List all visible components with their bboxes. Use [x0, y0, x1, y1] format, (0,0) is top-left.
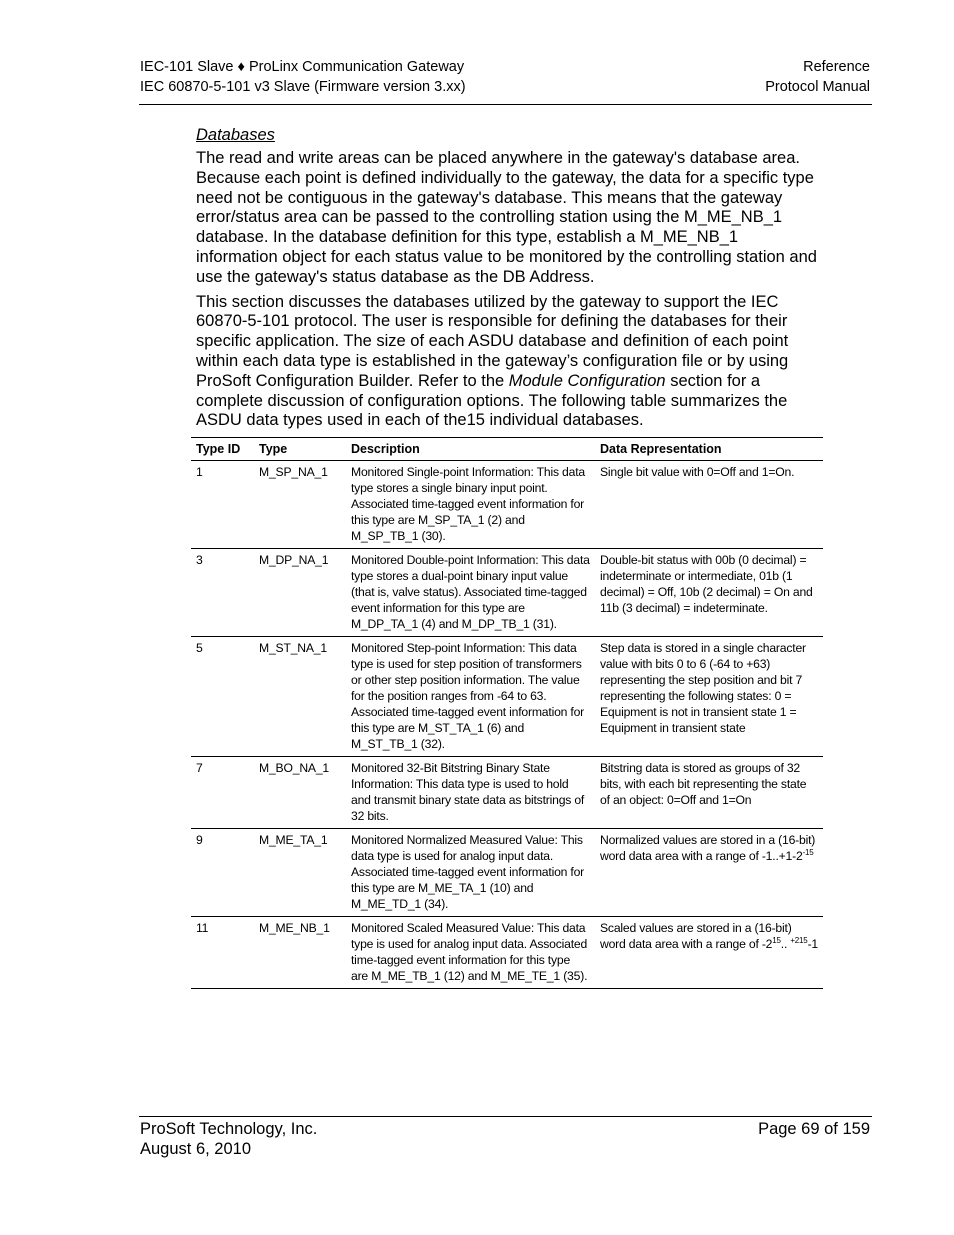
- table-header-row: [191, 438, 823, 461]
- cell-type: M_ST_NA_1: [254, 637, 346, 757]
- cell-type-id: 9: [191, 829, 254, 917]
- cell-data-representation: [595, 917, 823, 989]
- cell-description: Monitored Double-point Information: This data type stores a dual-point binary input value (that is, valve status). Associated time-tagged event information for this type are M_DP_TA_1 (4) and M_DP_TB_1 (31).: [346, 549, 595, 637]
- asdu-data-types-table: [191, 437, 823, 989]
- cell-description: Monitored Normalized Measured Value: This data type is used for analog input data. Associated time-tagged event information for this type are M_ME_TA_1 (10) and M_ME_TD_1 (34).: [346, 829, 595, 917]
- main-content: [196, 124, 823, 989]
- cell-type: M_SP_NA_1: [254, 461, 346, 549]
- header-reference: Reference: [803, 59, 870, 75]
- representation-text: Scaled values are stored in a (16-bit) word data area with a range of -2: [600, 921, 792, 952]
- col-header-type: Type: [254, 438, 346, 461]
- header-rule: [139, 104, 872, 105]
- cell-data-representation: Bitstring data is stored as groups of 32 bits, with each bit representing the state of an object: 0=Off and 1=On: [595, 757, 823, 829]
- cell-description: Monitored Single-point Information: This data type stores a single binary input point. Associated time-tagged event information for this type are M_SP_TA_1 (2) and M_SP_TB_1 (30).: [346, 461, 595, 549]
- cell-type: M_ME_TA_1: [254, 829, 346, 917]
- exponent: +215: [790, 936, 808, 946]
- exponent: -15: [802, 848, 814, 858]
- cell-data-representation: [595, 829, 823, 917]
- cell-type-id: 1: [191, 461, 254, 549]
- representation-text: Normalized values are stored in a (16-bit) word data area with a range of -1..+1-2: [600, 833, 816, 864]
- cell-data-representation: Step data is stored in a single character value with bits 0 to 6 (-64 to +63) representing the step position and bit 7 representing the following states: 0 = Equipment is not in transient state 1 = Equipment in transient state: [595, 637, 823, 757]
- paragraph-text: section for a complete discussion of configuration options. The following table summarizes the ASDU data types used in each of the15 individual databases.: [196, 371, 788, 430]
- exponent: 15: [772, 936, 781, 946]
- section-title: Databases: [196, 126, 275, 144]
- page-number: Page 69 of 159: [758, 1120, 870, 1138]
- footer-rule: [139, 1116, 872, 1117]
- cell-type-id: 5: [191, 637, 254, 757]
- cell-description: Monitored 32-Bit Bitstring Binary State Information: This data type is used to hold and transmit binary state data as bitstrings of 32 bits.: [346, 757, 595, 829]
- paragraph-text: This section discusses the databases utilized by the gateway to support the IEC 60870-5-101 protocol. The user is responsible for defining the databases for their specific application. The size of each ASDU database and definition of each point within each data type is established in the gateway’s configuration file or by using ProSoft Configuration Builder. Refer to the: [196, 292, 789, 390]
- page-footer-left: [140, 1119, 317, 1159]
- cell-data-representation: Single bit value with 0=Off and 1=On.: [595, 461, 823, 549]
- table-row: [191, 549, 823, 637]
- header-firmware-line: IEC 60870-5-101 v3 Slave (Firmware version 3.xx): [140, 79, 466, 95]
- cell-type: M_DP_NA_1: [254, 549, 346, 637]
- paragraph-database-overview: [196, 293, 823, 432]
- cell-type: M_ME_NB_1: [254, 917, 346, 989]
- table-row: [191, 461, 823, 549]
- col-header-type-id: Type ID: [191, 438, 254, 461]
- cell-data-representation: Double-bit status with 00b (0 decimal) = indeterminate or intermediate, 01b (1 decimal) = Off, 10b (2 decimal) = On and 11b (3 decimal) = indeterminate.: [595, 549, 823, 637]
- footer-date: August 6, 2010: [140, 1140, 252, 1158]
- cell-type-id: 7: [191, 757, 254, 829]
- cell-type: M_BO_NA_1: [254, 757, 346, 829]
- page-header-left: [140, 57, 466, 97]
- module-configuration-reference: Module Configuration: [508, 371, 666, 390]
- table-row: [191, 637, 823, 757]
- representation-text: -1: [807, 937, 818, 952]
- cell-type-id: 11: [191, 917, 254, 989]
- footer-company: ProSoft Technology, Inc.: [140, 1120, 318, 1138]
- cell-description: Monitored Step-point Information: This data type is used for step position of transformers or other step position information. The value for the position ranges from -64 to 63. Associated time-tagged event information for this type are M_ST_TA_1 (6) and M_ST_TB_1 (32).: [346, 637, 595, 757]
- header-manual-type: Protocol Manual: [765, 79, 870, 95]
- cell-description: Monitored Scaled Measured Value: This data type is used for analog input data. Associated time-tagged event information for this type are M_ME_TB_1 (12) and M_ME_TE_1 (35).: [346, 917, 595, 989]
- table-row: [191, 917, 823, 989]
- col-header-description: Description: [346, 438, 595, 461]
- header-product-line: IEC-101 Slave ♦ ProLinx Communication Gateway: [140, 59, 465, 75]
- representation-text: ..: [780, 937, 791, 952]
- page-header-right: [765, 57, 870, 97]
- page-footer-right: [758, 1119, 870, 1139]
- cell-type-id: 3: [191, 549, 254, 637]
- table-row: [191, 829, 823, 917]
- table-row: [191, 757, 823, 829]
- paragraph-database-areas: The read and write areas can be placed anywhere in the gateway's database area. Because each point is defined individually to the gateway, the data for a specific type need not be contiguous in the gateway's database. This means that the gateway error/status area can be passed to the controlling station using the M_ME_NB_1 database. In the database definition for this type, establish a M_ME_NB_1 information object for each status value to be monitored by the controlling station and use the gateway's status database as the DB Address.: [196, 149, 817, 286]
- col-header-data-representation: Data Representation: [595, 438, 823, 461]
